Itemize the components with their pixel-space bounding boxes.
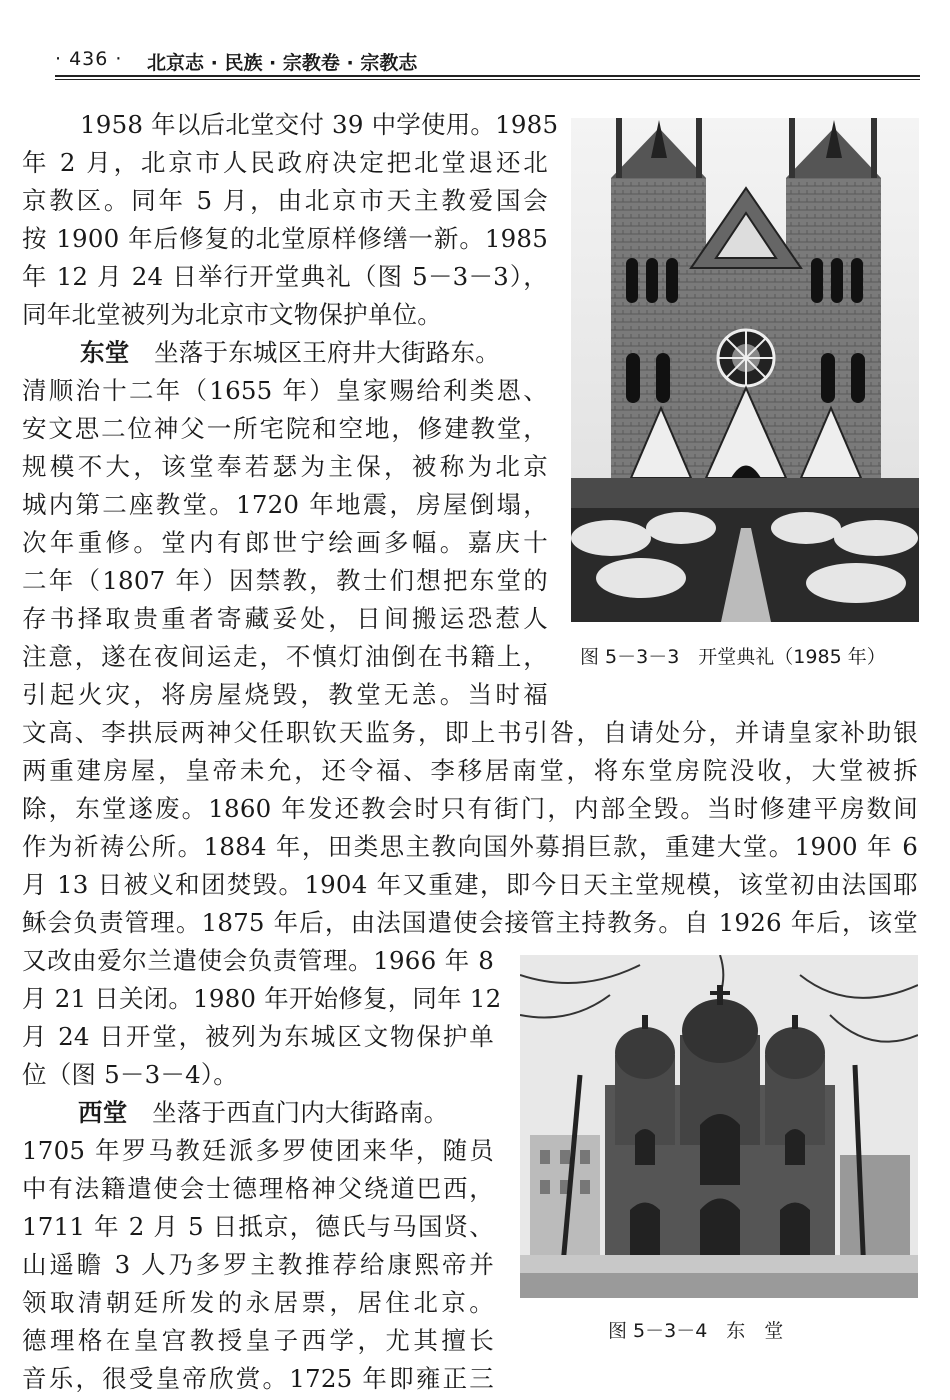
header-rule-thin xyxy=(55,79,920,80)
text-line: 引起火灾，将房屋烧毁，教堂无恙。当时福 xyxy=(22,680,548,709)
text-line: 城内第二座教堂。1720 年地震，房屋倒塌， xyxy=(22,490,548,519)
text-line: 存书择取贵重者寄藏妥处，日间搬运恐惹人 xyxy=(22,604,548,633)
figure-dongtang-photo xyxy=(520,955,918,1298)
text-line: 坐落于西直门内大街路南。 xyxy=(152,1098,449,1127)
section-heading-dongtang: 东堂 xyxy=(80,338,130,367)
text-line: 京教区。同年 5 月，由北京市天主教爱国会 xyxy=(22,186,548,215)
text-line: 同年北堂被列为北京市文物保护单位。 xyxy=(22,300,442,329)
text-line: 位（图 5－3－4）。 xyxy=(22,1060,238,1089)
figure-caption: 图 5－3－3 开堂典礼（1985 年） xyxy=(580,646,886,668)
text-line: 1705 年罗马教廷派多罗使团来华，随员 xyxy=(22,1136,494,1165)
page-number: · 436 · xyxy=(55,48,123,70)
text-line: 德理格在皇宫教授皇子西学，尤其擅长 xyxy=(22,1326,494,1355)
text-line: 两重建房屋，皇帝未允，还令福、李移居南堂，将东堂房院没收，大堂被拆 xyxy=(22,756,918,785)
text-line: 次年重修。堂内有郎世宁绘画多幅。嘉庆十 xyxy=(22,528,548,557)
church-illustration xyxy=(520,955,918,1298)
text-line: 年 2 月，北京市人民政府决定把北堂退还北 xyxy=(22,148,548,177)
text-line: 稣会负责管理。1875 年后，由法国遣使会接管主持教务。自 1926 年后，该堂 xyxy=(22,908,918,937)
text-line: 1958 年以后北堂交付 39 中学使用。1985 xyxy=(80,110,559,139)
text-line: 按 1900 年后修复的北堂原样修缮一新。1985 xyxy=(22,224,548,253)
text-line: 规模不大，该堂奉若瑟为主保，被称为北京 xyxy=(22,452,548,481)
text-line: 注意，遂在夜间运走，不慎灯油倒在书籍上， xyxy=(22,642,548,671)
figure-caption: 图 5－3－4 东 堂 xyxy=(608,1320,784,1342)
text-line: 安文思二位神父一所宅院和空地，修建教堂， xyxy=(22,414,548,443)
cathedral-illustration xyxy=(571,118,919,622)
text-line: 月 24 日开堂，被列为东城区文物保护单 xyxy=(22,1022,494,1051)
text-line: 音乐，很受皇帝欣赏。1725 年即雍正三 xyxy=(22,1364,494,1393)
text-line: 清顺治十二年（1655 年）皇家赐给利类恩、 xyxy=(22,376,548,405)
section-heading-line xyxy=(80,334,548,372)
section-heading-xitang: 西堂 xyxy=(78,1098,128,1127)
text-line: 坐落于东城区王府井大街路东。 xyxy=(154,338,500,367)
text-line: 作为祈祷公所。1884 年，田类思主教向国外募捐巨款，重建大堂。1900 年 6 xyxy=(22,832,918,861)
text-line: 又改由爱尔兰遣使会负责管理。1966 年 8 xyxy=(22,946,494,975)
figure-beitang-photo xyxy=(571,118,919,622)
text-line: 除，东堂遂废。1860 年发还教会时只有街门，内部全毁。当时修建平房数间 xyxy=(22,794,918,823)
text-line: 二年（1807 年）因禁教，教士们想把东堂的 xyxy=(22,566,548,595)
text-line: 山遥瞻 3 人乃多罗主教推荐给康熙帝并 xyxy=(22,1250,494,1279)
text-line: 文高、李拱辰两神父任职钦天监务，即上书引咎，自请处分，并请皇家补助银 xyxy=(22,718,918,747)
header-rule xyxy=(55,75,920,77)
section-heading-line xyxy=(78,1094,494,1132)
running-title: 北京志 · 民族 · 宗教卷 · 宗教志 xyxy=(147,52,418,74)
running-header xyxy=(55,44,920,78)
text-line: 领取清朝廷所发的永居票，居住北京。 xyxy=(22,1288,494,1317)
text-line: 月 13 日被义和团焚毁。1904 年又重建，即今日天主堂规模，该堂初由法国耶 xyxy=(22,870,918,899)
text-line: 年 12 月 24 日举行开堂典礼（图 5－3－3）， xyxy=(22,262,548,291)
text-line: 1711 年 2 月 5 日抵京，德氏与马国贤、 xyxy=(22,1212,494,1241)
text-line: 中有法籍遣使会士德理格神父绕道巴西， xyxy=(22,1174,494,1203)
text-line: 月 21 日关闭。1980 年开始修复，同年 12 xyxy=(22,984,502,1013)
